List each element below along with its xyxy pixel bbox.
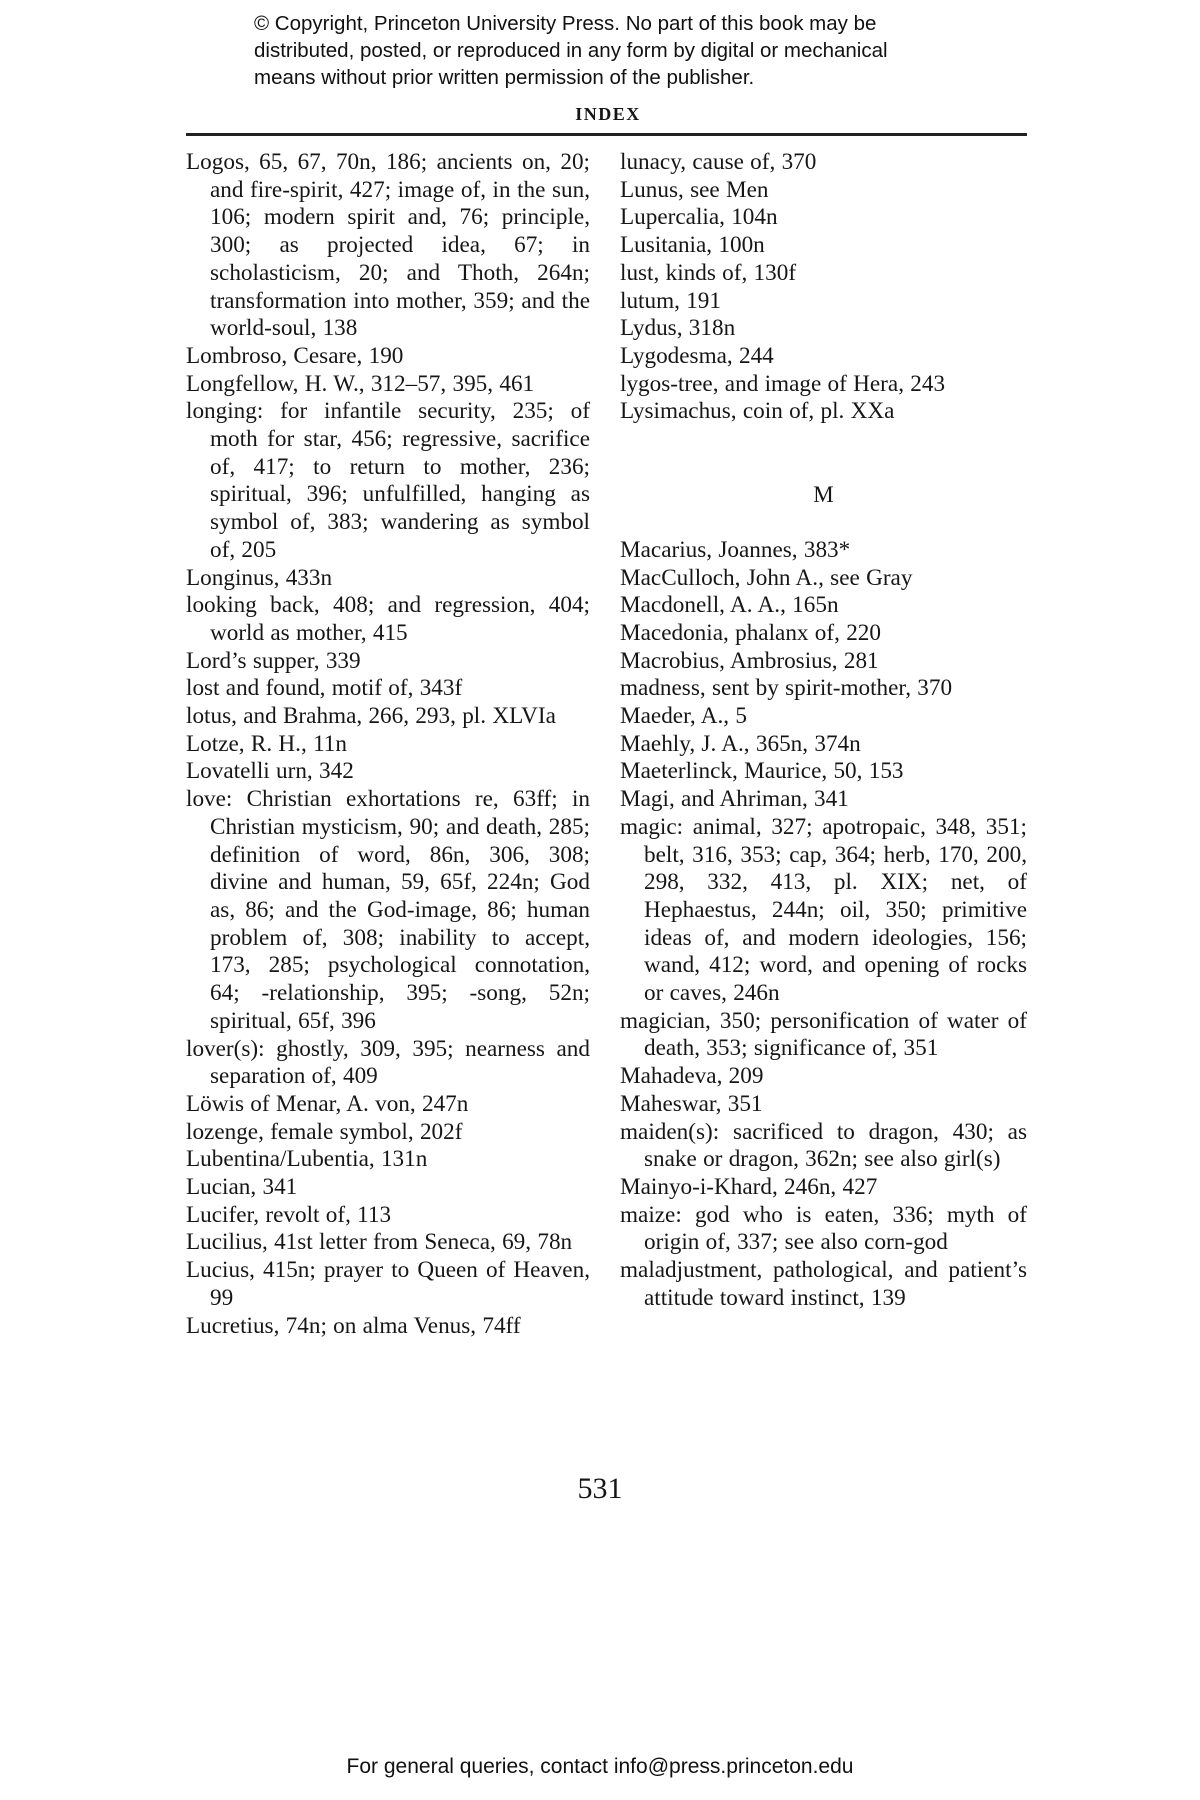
index-entry: Longfellow, H. W., 312–57, 395, 461 bbox=[186, 370, 535, 397]
index-entry: lunacy, cause of, 370 bbox=[620, 149, 817, 175]
index-entry: Lysimachus, coin of, pl. XXa bbox=[620, 398, 895, 425]
index-entry: lutum, 191 bbox=[620, 287, 721, 314]
index-entry: magician, 350; personification of water of death, 353; significance of, 351 bbox=[620, 1007, 1027, 1062]
running-head: INDEX bbox=[575, 104, 641, 124]
index-entry: Lupercalia, 104n bbox=[620, 204, 778, 231]
index-entry: Lygodesma, 244 bbox=[620, 342, 774, 369]
index-entry: Maehly, J. A., 365n, 374n bbox=[620, 730, 861, 757]
index-entry: Maeterlinck, Maurice, 50, 153 bbox=[620, 758, 904, 785]
index-entry: Lucretius, 74n; on alma Venus, 74ff bbox=[186, 1312, 521, 1339]
index-entry: lygos-tree, and image of Hera, 243 bbox=[620, 370, 946, 397]
index-entry: Lusitania, 100n bbox=[620, 232, 765, 259]
index-entry: Mainyo-i-Khard, 246n, 427 bbox=[620, 1173, 878, 1200]
index-entry: Lucius, 415n; prayer to Queen of Heaven, 99 bbox=[186, 1257, 590, 1311]
index-entry: MacCulloch, John A., see Gray bbox=[620, 564, 913, 591]
index-entry: Lucifer, revolt of, 113 bbox=[186, 1201, 392, 1228]
index-entry: maize: god who is eaten, 336; myth of origin of, 337; see also corn-god bbox=[620, 1201, 1027, 1256]
index-entry: Lotze, R. H., 11n bbox=[186, 730, 347, 757]
index-entry: Maeder, A., 5 bbox=[620, 703, 747, 730]
index-entry: Lubentina/Lubentia, 131n bbox=[186, 1146, 428, 1173]
index-entry: Maheswar, 351 bbox=[620, 1090, 763, 1117]
index-entry: Longinus, 433n bbox=[186, 564, 333, 591]
index-entry: Logos, 65, 67, 70n, 186; ancients on, 20; and fire-spirit, 427; image of, in the sun, 106; modern spirit and, 76; principle, 300; as projected idea, 67; in scholasticism, 20; and Thoth, 264n; transformation into mother, 359; and the world-soul, 138 bbox=[186, 149, 590, 342]
index-entry: Lydus, 318n bbox=[620, 315, 736, 342]
footer-contact: For general queries, contact info@press.princeton.edu bbox=[346, 1755, 854, 1778]
index-entry: lozenge, female symbol, 202f bbox=[186, 1118, 463, 1145]
index-entry: love: Christian exhortations re, 63ff; in Christian mysticism, 90; and death, 285; definition of word, 86n, 306, 308; divine and human, 59, 65f, 224n; God as, 86; and the God-image, 86; human problem of, 308; inability to accept, 173, 285; psychological connotation, 64; -relationship, 395; -song, 52n; spiritual, 65f, 396 bbox=[186, 786, 590, 1034]
header-rule bbox=[186, 133, 1027, 136]
index-entry: maiden(s): sacrificed to dragon, 430; as snake or dragon, 362n; see also girl(s) bbox=[620, 1118, 1027, 1173]
index-entry: Macarius, Joannes, 383* bbox=[620, 536, 851, 563]
index-entry: lust, kinds of, 130f bbox=[620, 259, 797, 286]
index-entry: Löwis of Menar, A. von, 247n bbox=[186, 1090, 469, 1117]
page-number: 531 bbox=[577, 1472, 623, 1505]
index-entry: Lombroso, Cesare, 190 bbox=[186, 342, 404, 369]
index-entry: Macdonell, A. A., 165n bbox=[620, 592, 839, 619]
index-entry: Macedonia, phalanx of, 220 bbox=[620, 619, 881, 646]
section-letter-heading: M bbox=[813, 482, 834, 508]
index-entry: Lucian, 341 bbox=[186, 1174, 298, 1201]
copyright-line: means without prior written permission of the publisher. bbox=[254, 66, 755, 89]
index-entry: Magi, and Ahriman, 341 bbox=[620, 786, 849, 813]
index-entry: lost and found, motif of, 343f bbox=[186, 675, 463, 702]
index-column-left bbox=[186, 149, 590, 1340]
index-entry: looking back, 408; and regression, 404; world as mother, 415 bbox=[186, 592, 590, 646]
copyright-line: distributed, posted, or reproduced in any form by digital or mechanical bbox=[254, 39, 888, 62]
index-entry: Lunus, see Men bbox=[620, 176, 769, 203]
copyright-notice bbox=[254, 10, 974, 91]
index-entry: Macrobius, Ambrosius, 281 bbox=[620, 647, 879, 674]
index-entry: Lucilius, 41st letter from Seneca, 69, 78n bbox=[186, 1229, 573, 1256]
index-entry: lover(s): ghostly, 309, 395; nearness and separation of, 409 bbox=[186, 1035, 590, 1090]
index-entry: Lovatelli urn, 342 bbox=[186, 758, 354, 785]
index-entry: longing: for infantile security, 235; of moth for star, 456; regressive, sacrifice of, 417; to return to mother, 236; spiritual, 396; unfulfilled, hanging as symbol of, 383; wandering as symbol of, 205 bbox=[186, 398, 590, 563]
index-entry: madness, sent by spirit-mother, 370 bbox=[620, 675, 953, 702]
copyright-line: © Copyright, Princeton University Press. No part of this book may be bbox=[254, 12, 877, 35]
index-entry: lotus, and Brahma, 266, 293, pl. XLVIa bbox=[186, 703, 556, 730]
index-column-right bbox=[620, 149, 1027, 1313]
index-entry: magic: animal, 327; apotropaic, 348, 351; belt, 316, 353; cap, 364; herb, 170, 200, 298, 332, 413, pl. XIX; net, of Hephaestus, 244n; oil, 350; primitive ideas of, and modern ideologies, 156; wand, 412; word, and opening of rocks or caves, 246n bbox=[620, 813, 1027, 1007]
index-entry: Lord’s supper, 339 bbox=[186, 647, 361, 674]
index-entry: Mahadeva, 209 bbox=[620, 1063, 764, 1090]
index-entry: maladjustment, pathological, and patient’s attitude toward instinct, 139 bbox=[620, 1257, 1027, 1311]
